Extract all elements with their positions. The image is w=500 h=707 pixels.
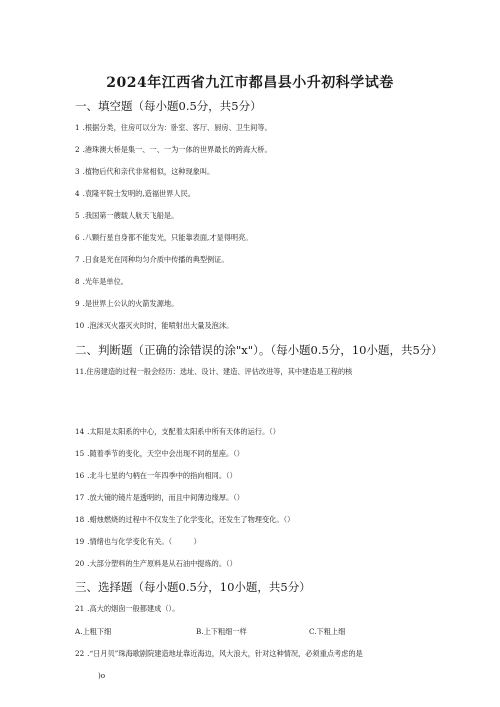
question-7: 7 .日食是光在同种均匀介质中传播的典型例证。 [75, 255, 229, 264]
question-3: 3 .植物后代和亲代非常相似，这种现象叫。 [75, 167, 215, 176]
question-22-continuation: )o [98, 671, 106, 680]
section-fill-heading: 一、填空题（每小题0.5分，共5分） [75, 99, 262, 113]
question-14: 14 .太阳是太阳系的中心，支配着太阳系中所有天体的运行。（） [75, 427, 280, 436]
question-10: 10 .泡沫灭火器灭火时时，能喷射出大量及泡沫。 [75, 321, 234, 330]
question-22: 22 .“日月贝”珠海歌剧院建造地址靠近海边，风大浪大，针对这种情况，必须重点考虑的是 [75, 649, 363, 658]
section-judge-heading: 二、判断题（正确的涂错误的涂"x"）。（每小题0.5分，10小题，共5分） [75, 343, 443, 357]
option-b: B.上下粗细一样 [196, 627, 247, 636]
section-choice-heading: 三、选择题（每小题0.5分，10小题，共5分） [75, 580, 311, 594]
option-c: C.下粗上细 [309, 627, 346, 636]
question-21: 21 .高大的烟囱一般都建成（）。 [75, 604, 180, 613]
exam-title: 2024年江西省九江市都昌县小升初科学试卷 [106, 75, 394, 91]
question-2: 2 .港珠澳大桥是集一、一、一为一体的世界最长的跨海大桥。 [75, 145, 272, 154]
question-6: 6 .八颗行星自身都不能发光，只能靠表面,才显得明亮。 [75, 233, 253, 242]
question-18: 18 .蜡烛燃烧的过程中不仅发生了化学变化，还发生了物理变化。（） [75, 515, 295, 524]
question-17: 17 .放大镜的镜片是透明的，而且中间薄边缘厚。（） [75, 493, 244, 502]
question-1: 1 .根据分类，住房可以分为：卧室、客厅、厨房、卫生间等。 [75, 123, 272, 132]
question-11: 11.住房建造的过程一般会经历：选址、设计、建造、评估改进等，其中建造是工程的核 [75, 367, 353, 376]
question-19: 19 .情绪也与化学变化有关。（ ） [75, 537, 201, 546]
question-16: 16 .北斗七星的勺柄在一年四季中的指向相同。（） [75, 471, 237, 480]
question-4: 4 .袁隆平院士发明的,造福世界人民。 [75, 189, 195, 198]
question-9: 9 .是世界上公认的火箭发源地。 [75, 299, 179, 308]
question-5: 5 .我国第一艘载人航天飞船是。 [75, 211, 179, 220]
question-15: 15 .随着季节的变化，天空中会出现不同的星座。（） [75, 449, 244, 458]
question-20: 20 .大部分塑料的生产原料是从石油中提炼的。（） [75, 559, 237, 568]
question-8: 8 .光年是单位。 [75, 277, 128, 286]
option-a: A.上粗下细 [75, 627, 112, 636]
